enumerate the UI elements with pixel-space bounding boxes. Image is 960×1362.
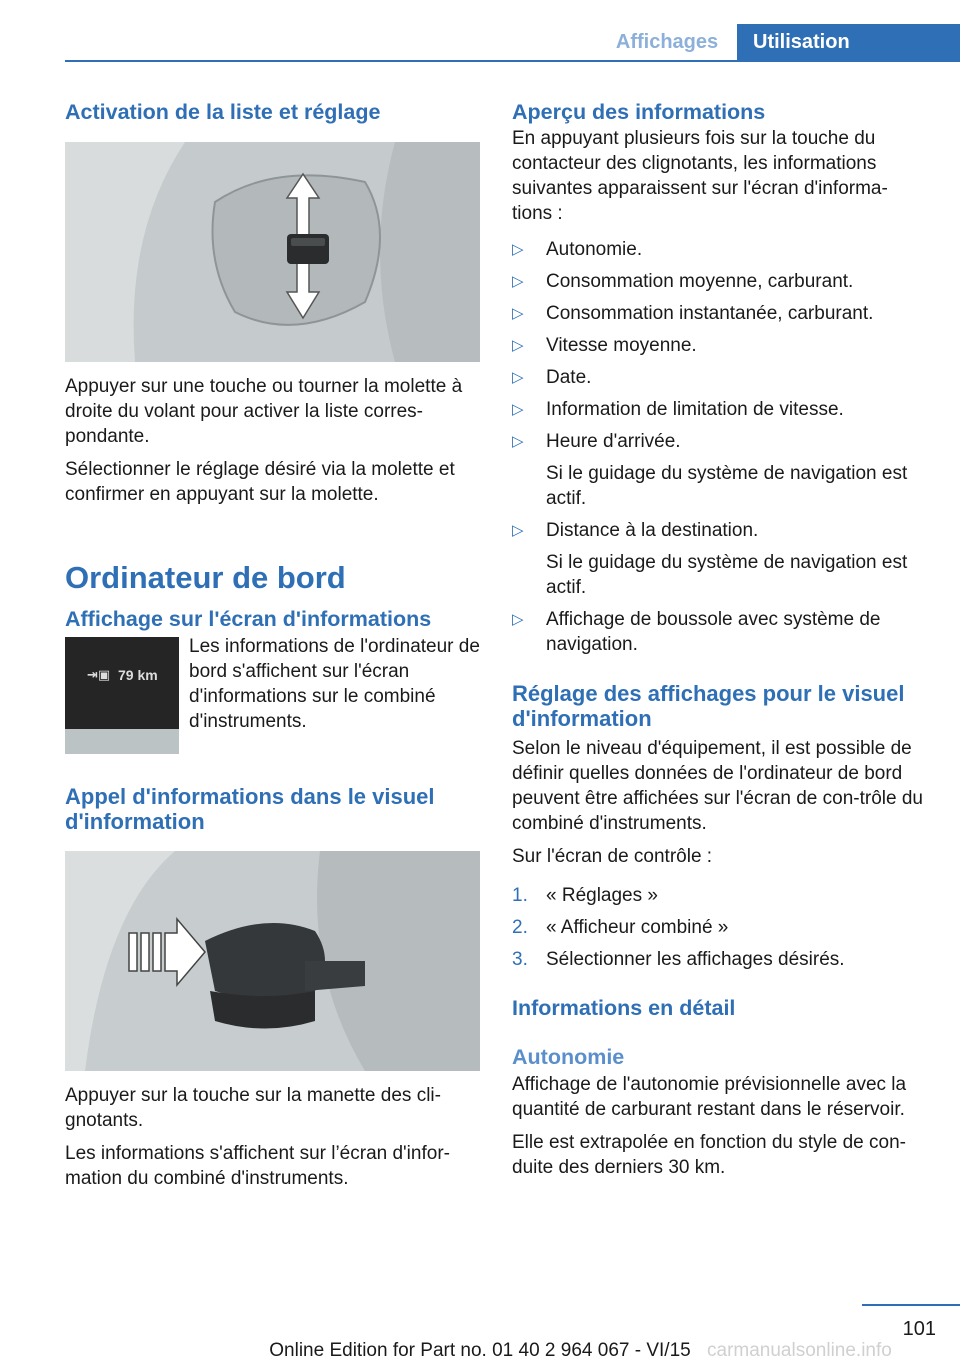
para-autonomie-1: Affichage de l'autonomie prévisionnelle avec la quantité de carburant restant dans le réservoir.	[512, 1074, 907, 1120]
steps-list	[512, 883, 927, 972]
list-item: ▷ Information de limitation de vitesse.	[512, 399, 844, 420]
list-item: ▷ Vitesse moyenne.	[512, 335, 697, 356]
bullet-triangle-icon: ▷	[512, 305, 524, 322]
para-selon: Selon le niveau d'équipement, il est possible de définir quelles données de l'ordinateur de bord peuvent être affichées sur l'écran de con‐trôle du combiné d'instruments.	[512, 738, 923, 834]
header-tab-utilisation: Utilisation	[737, 24, 960, 60]
para-apercu: En appuyant plusieurs fois sur la touche du contacteur des clignotants, les informations suivantes apparaissent sur l'écran d'informa‐tions :	[512, 128, 888, 224]
info-display-block	[65, 634, 480, 754]
left-column	[65, 100, 480, 1191]
turn-signal-illustration	[65, 851, 480, 1071]
heading-informations-detail: Informations en détail	[512, 996, 736, 1020]
list-item-note: Si le guidage du système de navigation est actif.	[546, 463, 908, 509]
bullet-triangle-icon: ▷	[512, 337, 524, 354]
list-item-note: Si le guidage du système de navigation est actif.	[546, 552, 908, 598]
para-appuyer-molette: Appuyer sur une touche ou tourner la molette à droite du volant pour activer la liste corres‐pondante.	[65, 376, 463, 447]
turn-signal-stalk-figure	[65, 851, 480, 1071]
heading-autonomie: Autonomie	[512, 1045, 625, 1069]
bullet-triangle-icon: ▷	[512, 241, 524, 258]
list-item: ▷ Heure d'arrivée. Si le guidage du système de navigation est actif.	[512, 429, 927, 511]
info-display-figure	[65, 637, 179, 754]
para-autonomie-2: Elle est extrapolée en fonction du style de con‐duite des derniers 30 km.	[512, 1132, 906, 1178]
steering-wheel-figure	[65, 142, 480, 362]
fuel-pump-icon: ⇥▣	[87, 667, 111, 682]
right-column	[512, 100, 927, 1180]
bullet-triangle-icon: ▷	[512, 369, 524, 386]
bullet-triangle-icon: ▷	[512, 401, 524, 418]
bullet-triangle-icon: ▷	[512, 522, 524, 539]
list-item: ▷ Distance à la destination. Si le guidage du système de navigation est actif.	[512, 518, 927, 600]
list-item: ▷ Affichage de boussole avec système de navigation.	[512, 609, 881, 655]
para-infos-affichent: Les informations s'affichent sur l’écran d'infor‐mation du combiné d'instruments.	[65, 1143, 450, 1189]
page-number: 101	[902, 1318, 936, 1340]
bullet-triangle-icon: ▷	[512, 433, 524, 450]
list-item: ▷ Consommation instantanée, carburant.	[512, 303, 874, 324]
info-list	[512, 237, 927, 657]
heading-appel-informations: Appel d'informations dans le visuel d'information	[65, 784, 435, 834]
heading-ordinateur-de-bord: Ordinateur de bord	[65, 560, 346, 595]
bullet-triangle-icon: ▷	[512, 273, 524, 290]
para-selectionner: Sélectionner le réglage désiré via la molette et confirmer en appuyant sur la molette.	[65, 459, 455, 505]
step-item: 1. « Réglages »	[512, 885, 658, 906]
bullet-triangle-icon: ▷	[512, 611, 524, 628]
page-number-rule	[862, 1304, 960, 1306]
step-item: 2. « Afficheur combiné »	[512, 917, 729, 938]
header-rule	[65, 60, 960, 62]
header-tab-affichages: Affichages	[615, 31, 719, 53]
footer-edition: Online Edition for Part no. 01 40 2 964 067 - VI/15	[269, 1340, 691, 1361]
display-screen	[65, 637, 179, 729]
list-item: ▷ Autonomie.	[512, 239, 643, 260]
heading-reglage-affichages: Réglage des affichages pour le visuel d'information	[512, 681, 905, 731]
para-infos-ordinateur: Les informations de l'ordinateur de bord s'affichent sur l'écran d'informations sur le combiné d'instruments.	[189, 636, 480, 732]
para-sur-ecran: Sur l'écran de contrôle :	[512, 846, 713, 867]
list-item: ▷ Date.	[512, 367, 592, 388]
steering-wheel-illustration	[65, 142, 480, 362]
heading-apercu: Aperçu des informations	[512, 100, 766, 124]
para-appuyer-manette: Appuyer sur la touche sur la manette des cli‐gnotants.	[65, 1085, 441, 1131]
watermark: carmanualsonline.info	[707, 1340, 892, 1361]
heading-affichage-ecran: Affichage sur l'écran d'informations	[65, 607, 432, 631]
heading-activation: Activation de la liste et réglage	[65, 100, 381, 124]
display-range-value: 79 km	[118, 667, 158, 683]
list-item: ▷ Consommation moyenne, carburant.	[512, 271, 854, 292]
step-item: 3. Sélectionner les affichages désirés.	[512, 949, 845, 970]
